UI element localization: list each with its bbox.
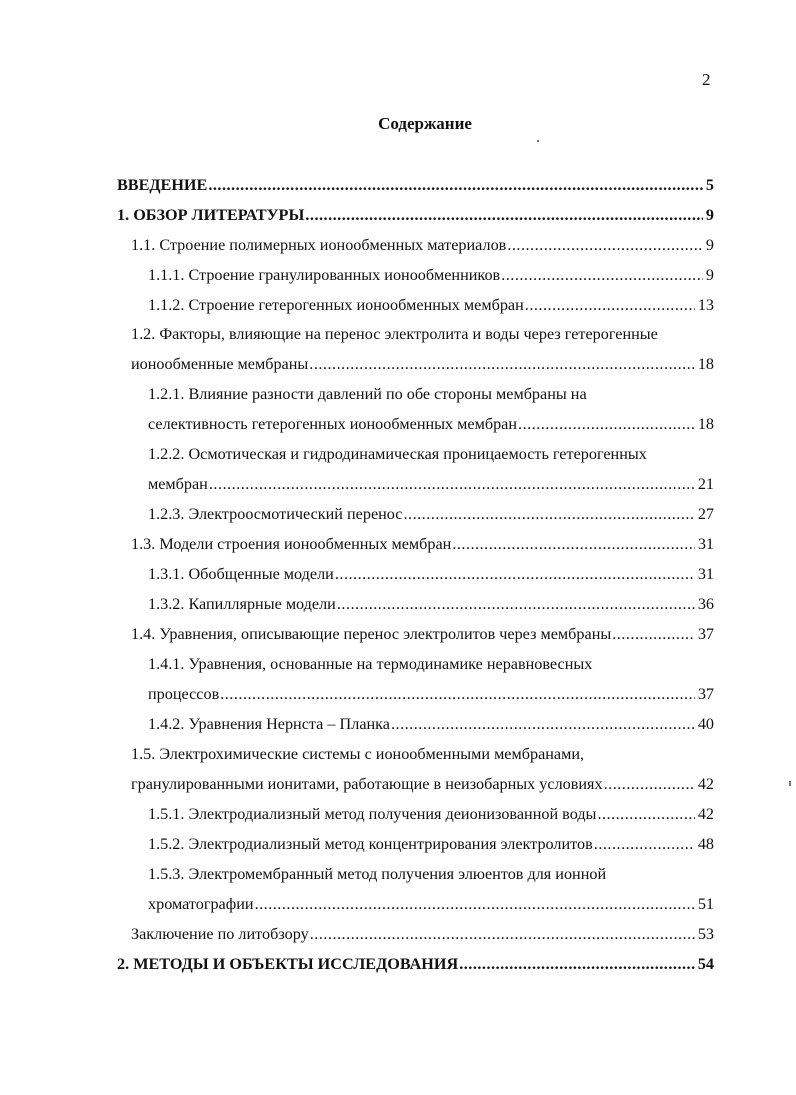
toc-entry-label: 1.5.2. Электродиализный метод концентрирования электролитов <box>148 835 593 853</box>
toc-entry-page: 48 <box>697 835 714 853</box>
dot-leader <box>518 415 695 434</box>
toc-entry[interactable] <box>131 355 714 374</box>
toc-entry-label: 1.1.2. Строение гетерогенных ионообменных мембран <box>148 296 524 314</box>
toc-entry-label: гранулированными ионитами, работающие в неизобарных условиях <box>131 775 603 793</box>
toc-entry[interactable] <box>148 595 714 614</box>
toc-entry[interactable] <box>148 505 714 524</box>
toc-entry-page: 51 <box>697 895 714 913</box>
toc-entry-label: селективность гетерогенных ионообменных мембран <box>148 415 518 433</box>
dot-leader <box>459 955 695 974</box>
toc-entry[interactable] <box>148 266 714 285</box>
toc-entry-label: 1.2.3. Электроосмотический перенос <box>148 505 403 523</box>
toc-entry[interactable] <box>148 475 714 494</box>
dot-leader <box>305 206 703 225</box>
toc-entry-page: 36 <box>697 595 714 613</box>
dot-leader <box>612 625 695 644</box>
toc-entry-label: 1.1.1. Строение гранулированных ионообменников <box>148 266 501 284</box>
toc-entry-label-line1: 1.2.2. Осмотическая и гидродинамическая проницаемость гетерогенных <box>148 445 647 463</box>
toc-entry[interactable] <box>148 415 714 434</box>
toc-entry[interactable] <box>148 296 714 315</box>
dot-leader <box>335 565 695 584</box>
toc-entry-page: 54 <box>697 955 714 973</box>
scan-speck <box>537 140 539 142</box>
toc-entry-page: 18 <box>697 415 714 433</box>
dot-leader <box>597 805 694 824</box>
toc-entry-label: ВВЕДЕНИЕ <box>117 176 208 194</box>
toc-entry-label: 1.3. Модели строения ионообменных мембран <box>131 535 452 553</box>
toc-entry-page: 31 <box>697 535 714 553</box>
toc-entry[interactable] <box>131 925 714 944</box>
toc-entry-label-line1: 1.5.3. Электромембранный метод получения элюентов для ионной <box>148 865 607 883</box>
toc-entry[interactable] <box>117 955 714 974</box>
dot-leader <box>501 266 703 285</box>
toc-entry-page: 18 <box>697 355 714 373</box>
dot-leader <box>525 296 695 315</box>
toc-entry-label: 1.4. Уравнения, описывающие перенос электролитов через мембраны <box>131 625 612 643</box>
toc-entry-label: процессов <box>148 685 220 703</box>
toc-entry[interactable] <box>148 835 714 854</box>
toc-entry[interactable] <box>117 206 714 225</box>
toc-entry[interactable] <box>131 625 714 644</box>
toc-entry-label-line1: 1.4.1. Уравнения, основанные на термодинамике неравновесных <box>148 655 593 673</box>
dot-leader <box>310 925 695 944</box>
dot-leader <box>507 236 703 255</box>
page-title: Содержание <box>378 114 472 133</box>
dot-leader <box>403 505 694 524</box>
page-number: 2 <box>702 70 711 89</box>
dot-leader <box>208 176 703 195</box>
toc-entry[interactable] <box>148 565 714 584</box>
dot-leader <box>209 475 695 494</box>
toc-entry-page: 53 <box>697 925 714 943</box>
dot-leader <box>594 835 695 854</box>
toc-entry-label: 1.1. Строение полимерных ионообменных материалов <box>131 236 507 254</box>
toc-entry-page: 37 <box>697 625 714 643</box>
toc-entry-page: 37 <box>697 685 714 703</box>
toc-entry[interactable] <box>148 715 714 734</box>
toc-entry-page: 21 <box>697 475 714 493</box>
dot-leader <box>309 355 695 374</box>
toc-entry[interactable] <box>148 895 714 914</box>
toc-entry[interactable] <box>117 176 714 195</box>
toc-entry-page: 42 <box>697 805 714 823</box>
toc-entry-label: 2. МЕТОДЫ И ОБЪЕКТЫ ИССЛЕДОВАНИЯ <box>117 955 459 973</box>
toc-entry-label-line1: 1.2.1. Влияние разности давлений по обе стороны мембраны на <box>148 385 587 403</box>
toc-entry-label: хроматографии <box>148 895 254 913</box>
scan-speck <box>789 781 791 786</box>
toc-entry[interactable] <box>131 236 714 255</box>
dot-leader <box>391 715 695 734</box>
toc-entry-page: 31 <box>697 565 714 583</box>
dot-leader <box>337 595 695 614</box>
toc-entry-label-line1: 1.5. Электрохимические системы с ионообменными мембранами, <box>131 745 585 763</box>
toc-entry-label: Заключение по литобзору <box>131 925 309 943</box>
toc-entry[interactable] <box>131 775 714 794</box>
toc-entry-page: 27 <box>697 505 714 523</box>
toc-entry[interactable] <box>131 535 714 554</box>
toc-entry-page: 9 <box>705 206 714 224</box>
toc-entry-page: 9 <box>705 236 714 254</box>
dot-leader <box>255 895 695 914</box>
toc-entry[interactable] <box>148 685 714 704</box>
toc-entry[interactable] <box>148 805 714 824</box>
toc-entry-label: 1. ОБЗОР ЛИТЕРАТУРЫ <box>117 206 305 224</box>
toc-entry-label: 1.3.2. Капиллярные модели <box>148 595 336 613</box>
toc-entry-page: 9 <box>705 266 714 284</box>
toc-entry-label: ионообменные мембраны <box>131 355 309 373</box>
toc-entry-label-line1: 1.2. Факторы, влияющие на перенос электролита и воды через гетерогенные <box>131 325 658 343</box>
dot-leader <box>452 535 695 554</box>
toc-entry-label: мембран <box>148 475 208 493</box>
toc-entry-page: 40 <box>697 715 714 733</box>
dot-leader <box>604 775 695 794</box>
toc-entry-label: 1.5.1. Электродиализный метод получения деионизованной воды <box>148 805 597 823</box>
toc-entry-page: 42 <box>697 775 714 793</box>
toc-entry-label: 1.3.1. Обобщенные модели <box>148 565 334 583</box>
toc-entry-page: 13 <box>697 296 714 314</box>
dot-leader <box>220 685 695 704</box>
toc-entry-page: 5 <box>705 176 714 194</box>
toc-entry-label: 1.4.2. Уравнения Нернста – Планка <box>148 715 390 733</box>
